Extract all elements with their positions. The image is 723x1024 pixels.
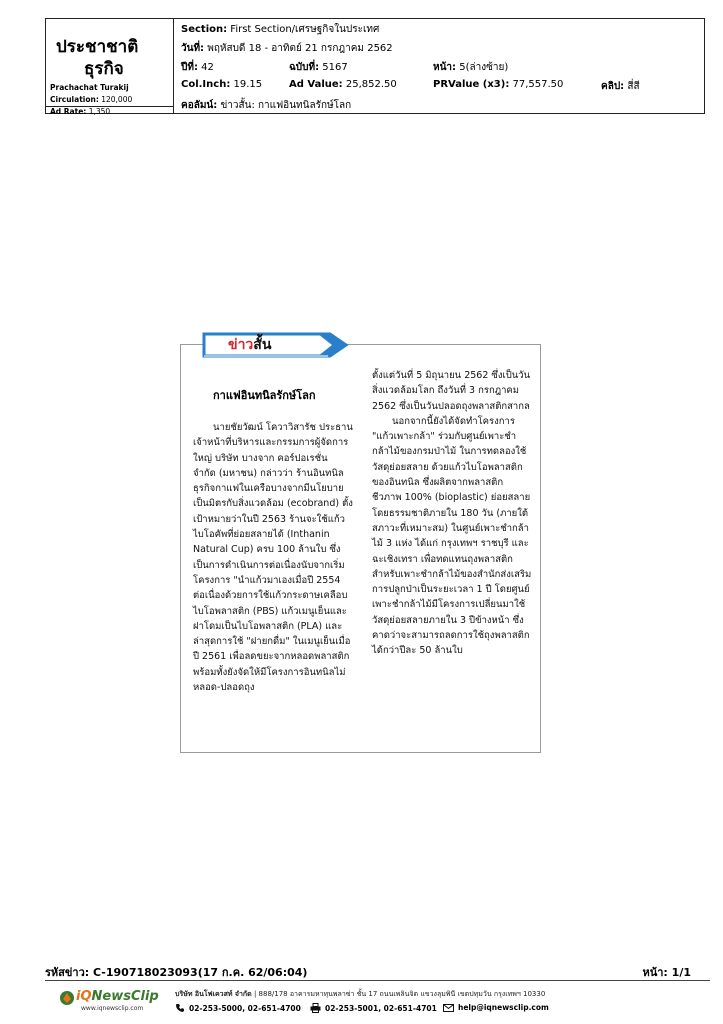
article-title: กาแฟอินทนิลรักษ์โลก [213,389,316,402]
page-field [433,60,508,75]
clip-header-table [45,18,705,114]
fax-numbers: 02-253-5001, 02-651-4701 [325,1003,437,1013]
page-label: หน้า: [433,62,457,73]
logo-url[interactable]: www.iqnewsclip.com [81,1005,144,1012]
ad-value-value: 25,852.50 [345,79,397,90]
tag-label-part2: สั้น [253,337,272,353]
company-address-line [175,989,545,1000]
company-name: บริษัท อินโฟเควสท์ จำกัด [175,990,252,998]
col-inch-field [181,79,262,90]
logo-wordmark [76,989,159,1004]
publication-name-line1: ประชาชาติ [56,37,139,57]
issue-label: ฉบับที่: [289,62,320,73]
section-value: First Section/เศรษฐกิจในประเทศ [230,24,380,35]
logo-wordmark-rest: NewsClip [91,989,159,1004]
section-label: Section: [181,24,228,35]
publication-cell [46,19,174,116]
clip-metadata [181,19,704,113]
issue-field [289,60,348,75]
ad-rate-label: Ad Rate: [50,107,87,116]
contact-fax [310,1003,437,1013]
phone-numbers: 02-253-5000, 02-651-4700 [189,1003,301,1013]
iqnewsclip-logo[interactable] [59,988,169,1014]
footer-bar [45,980,710,1016]
news-brief-tag [200,330,350,360]
date-row [181,41,393,56]
year-field [181,60,214,75]
column-label: คอลัมน์: [181,100,218,111]
ad-rate [46,106,173,116]
circulation-value: 120,000 [101,95,133,104]
ad-value-field [289,79,397,90]
phone-icon [175,1003,185,1013]
logo-wordmark-iq: iQ [76,989,92,1004]
tag-label [228,334,271,356]
clip-field [601,79,640,94]
circulation-label: Circulation: [50,95,99,104]
email-address[interactable]: help@iqnewsclip.com [458,1003,549,1012]
column-value: ข่าวสั้น: กาแฟอินทนิลรักษ์โลก [220,100,352,111]
year-label: ปีที่: [181,62,198,73]
ad-rate-value: 1,350 [88,107,111,116]
contact-phone [175,1003,301,1013]
ad-value-label: Ad Value: [289,79,343,90]
tag-banner-shape [200,330,350,360]
pr-value-field [433,79,563,90]
mail-icon [443,1004,454,1012]
pr-value-value: 77,557.50 [512,79,564,90]
clip-label: คลิป: [601,81,625,92]
col-inch-label: Col.Inch: [181,79,231,90]
news-code: รหัสข่าว: C-190718023093(17 ก.ค. 62/06:04) [45,966,308,979]
article-column-left [193,420,353,695]
company-address: | 888/178 อาคารมหาทุนพลาซ่า ชั้น 17 ถนนเพลินจิต แขวงลุมพินี เขตปทุมวัน กรุงเทพฯ 10330 [253,990,546,998]
article-paragraph: นายชัยวัฒน์ โควาวิสารัช ประธานเจ้าหน้าที่บริหารและกรรมการผู้จัดการใหญ่ บริษัท บางจาก คอร์ปอเรชั่น จำกัด (มหาชน) กล่าวว่า ร้านอินทนิลธุรกิจกาแฟในเครือบางจากมีนโยบายเป็นมิตรกับสิ่งแวดล้อม (ecobrand) ตั้งเป้าหมายว่าในปี 2563 ร้านจะใช้แก้วไบโอคัพที่ย่อยสลายได้ (Inthanin Natural Cup) ครบ 100 ล้านใบ ซึ่งเป็นการดำเนินการต่อเนื่องนับจากเริ่มโครงการ "นำแก้วมาเองเมื่อปี 2554 ต่อเนื่องด้วยการใช้แก้วกระดาษเคลือบไบโอพลาสติก (PBS) แก้วเมนูเย็นและฝาโดมเป็นไบโอพลาสติก (PLA) และล่าสุดการใช้ "ฝายกดื่ม" ในเมนูเย็นเมื่อปี 2561 เพื่อลดขยะจากหลอดพลาสติก พร้อมทั้งยังจัดให้มีโครงการอินทนิลไม่หลอด-ปลอดถุง [193,422,353,694]
date-label: วันที่: [181,43,205,54]
article-column-right [372,368,532,659]
logo-mark-icon [59,990,75,1006]
col-inch-value: 19.15 [233,79,263,90]
clip-value: สี่สี [627,81,640,92]
page-count: หน้า: 1/1 [642,966,691,979]
column-row [181,98,351,113]
publication-name-line2: ธุรกิจ [84,59,124,79]
tag-label-part1: ข่าว [228,337,254,353]
circulation [50,95,132,104]
date-value: พฤหัสบดี 18 - อาทิตย์ 21 กรกฎาคม 2562 [207,43,393,54]
page-value: 5(ล่างซ้าย) [459,62,509,73]
contact-email[interactable] [443,1003,549,1012]
section-row [181,22,379,37]
fax-icon [310,1003,321,1013]
article-paragraph: ตั้งแต่วันที่ 5 มิถุนายน 2562 ซึ่งเป็นวันสิ่งแวดล้อมโลก ถึงวันที่ 3 กรกฎาคม 2562 ซึ่งเป็นวันปลอดถุงพลาสติกสากล [372,370,531,412]
pr-value-label: PRValue (x3): [433,79,510,90]
year-value: 42 [201,62,214,73]
issue-value: 5167 [322,62,348,73]
publication-name-english: Prachachat Turakij [50,83,129,92]
article-paragraph: นอกจากนี้ยังได้จัดทำโครงการ "แก้วเพาะกล้า" ร่วมกับศูนย์เพาะชำกล้าไม้ของกรมป่าไม้ ในการทดลองใช้วัสดุย่อยสลาย ด้วยแก้วไบโอพลาสติกของอินทนิล ซึ่งผลิตจากพลาสติกชีวภาพ 100% (bioplastic) ย่อยสลายโดยธรรมชาติภายใน 180 วัน (ภายใต้สภาวะที่เหมาะสม) ในศูนย์เพาะชำกล้าไม้ 3 แห่ง ได้แก่ กรุงเทพฯ ราชบุรี และฉะเชิงเทรา เพื่อทดแทนถุงพลาสติกสำหรับเพาะชำกล้าไม้ของสำนักส่งเสริมการปลูกป่าเป็นระยะเวลา 1 ปี โดยศูนย์เพาะชำกล้าไม้มีโครงการเปลี่ยนมาใช้วัสดุย่อยสลายภายใน 3 ปีข้างหน้า ซึ่งคาดว่าจะสามารถลดการใช้ถุงพลาสติกได้กว่าปีละ 50 ล้านใบ [372,415,532,657]
